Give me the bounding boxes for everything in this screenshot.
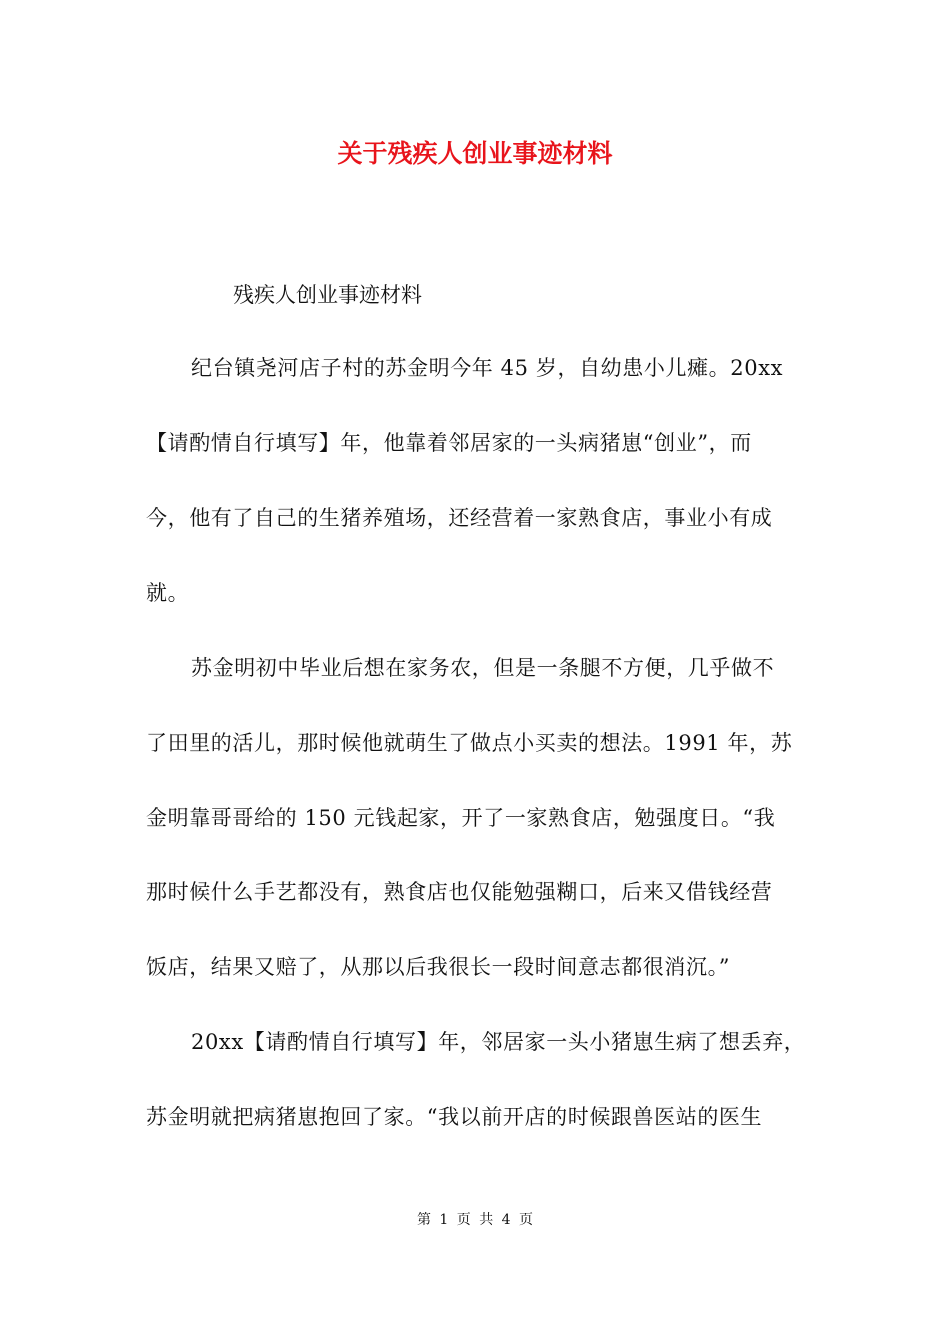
paragraph-2-line-5: 饭店，结果又赔了，从那以后我很长一段时间意志都很消沉。”	[146, 955, 731, 979]
paragraph-2-line-2: 了田里的活儿，那时候他就萌生了做点小买卖的想法。1991 年，苏	[146, 731, 793, 755]
document-title: 关于残疾人创业事迹材料	[337, 139, 613, 168]
document-subtitle: 残疾人创业事迹材料	[233, 283, 422, 307]
paragraph-1-line-3: 今，他有了自己的生猪养殖场，还经营着一家熟食店，事业小有成	[146, 506, 773, 530]
paragraph-3-line-2: 苏金明就把病猪崽抱回了家。“我以前开店的时候跟兽医站的医生	[146, 1105, 763, 1129]
paragraph-1-line-4: 就。	[146, 581, 190, 605]
paragraph-2-line-3: 金明靠哥哥给的 150 元钱起家，开了一家熟食店，勉强度日。“我	[146, 806, 776, 830]
paragraph-2-line-4: 那时候什么手艺都没有，熟食店也仅能勉强糊口，后来又借钱经营	[146, 880, 773, 904]
paragraph-3-line-1: 20xx【请酌情自行填写】年，邻居家一头小猪崽生病了想丢弃，	[191, 1030, 806, 1054]
paragraph-1-line-1: 纪台镇尧河店子村的苏金明今年 45 岁，自幼患小儿瘫。20xx	[191, 356, 784, 380]
paragraph-1-line-2: 【请酌情自行填写】年，他靠着邻居家的一头病猪崽“创业”，而	[146, 431, 752, 455]
page-footer: 第 1 页 共 4 页	[416, 1212, 534, 1228]
paragraph-2-line-1: 苏金明初中毕业后想在家务农，但是一条腿不方便，几乎做不	[191, 656, 775, 680]
